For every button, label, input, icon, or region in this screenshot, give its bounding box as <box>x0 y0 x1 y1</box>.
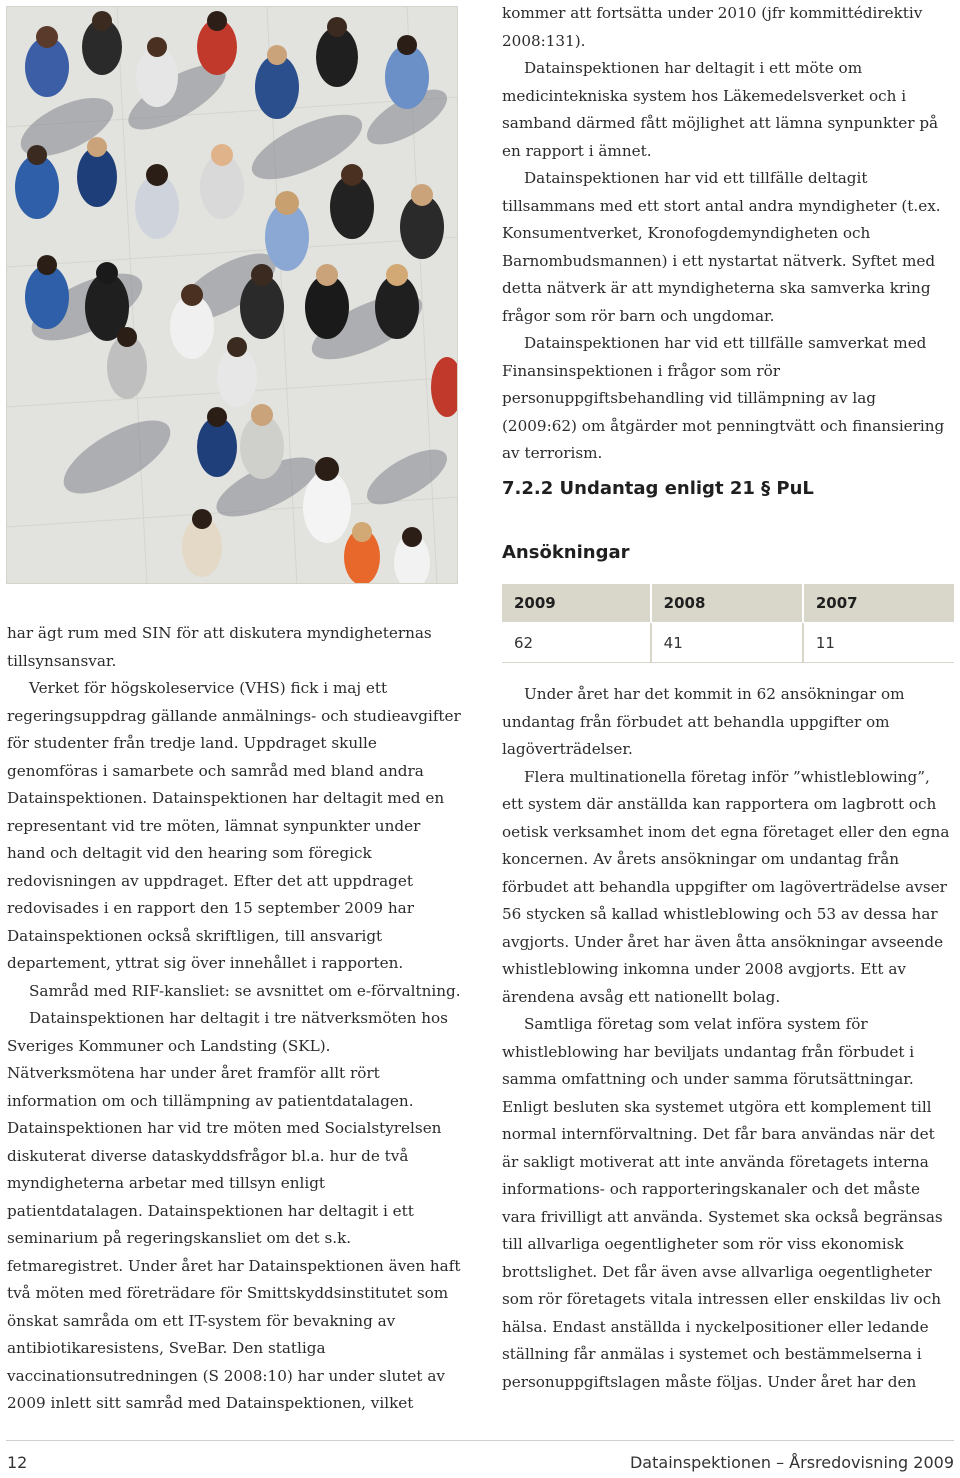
section-heading: 7.2.2 Undantag enligt 21 § PuL <box>502 478 814 499</box>
paragraph: kommer att fortsätta under 2010 (jfr kommittédirektiv 2008:131). <box>502 4 923 50</box>
publication-title: Datainspektionen – Årsredovisning 2009 <box>629 1453 954 1472</box>
paragraph: Under året har det kommit in 62 ansökningar om undantag från förbudet att behandla uppgifter om lagöverträdelser. <box>502 685 905 758</box>
table-cell: 11 <box>802 622 954 663</box>
right-column-bottom <box>502 681 954 1396</box>
table-cell: 62 <box>502 622 650 663</box>
right-column-top <box>502 0 954 468</box>
table-title: Ansökningar <box>502 542 630 563</box>
footer-divider <box>6 1440 954 1441</box>
paragraph: Datainspektionen har deltagit i tre nätverksmöten hos Sveriges Kommuner och Landsting (SKL). Nätverksmötena har under året framför allt rört information om och tillämpning av patientdatalagen. Datainspektionen har vid tre möten med Socialstyrelsen diskuterat diverse dataskyddsfrågor bl.a. hur de två myndigheterna arbetar med tillsyn enligt patientdatalagen. Datainspektionen har deltagit i ett seminarium på regeringskansliet om det s.k. fetmaregistret. Under året har Datainspektionen även haft två möten med företrädare för Smittskyddsinstitutet som önskat samråda om ett IT-system för bevakning av antibiotikaresistens, SveBar. Den statliga vaccinationsutredningen (S 2008:10) har under slutet av 2009 inlett sitt samråd med Datainspektionen, vilket <box>7 1009 461 1412</box>
paragraph: Verket för högskoleservice (VHS) fick i maj ett regeringsuppdrag gällande anmälnings- och studieavgifter för studenter från tredje land. Uppdraget skulle genomföras i samarbete och samråd med bland andra Datainspektionen. Datainspektionen har deltagit med en representant vid tre möten, lämnat synpunkter under hand och deltagit vid den hearing som föregick redovisningen av uppdraget. Efter det att uppdraget redovisades i en rapport den 15 september 2009 har Datainspektionen också skriftligen, till ansvarigt departement, yttrat sig över innehållet i rapporten. <box>7 679 461 972</box>
table-header-cell: 2007 <box>802 584 954 622</box>
crowd-photo-icon <box>7 7 458 584</box>
left-column <box>7 620 462 1418</box>
paragraph: har ägt rum med SIN för att diskutera myndigheternas tillsynsansvar. <box>7 624 432 670</box>
table-header-cell: 2008 <box>650 584 802 622</box>
paragraph: Datainspektionen har vid ett tillfälle samverkat med Finansinspektionen i frågor som rör personuppgiftsbehandling vid tillämpning av lag (2009:62) om åtgärder mot penningtvätt och finansiering av terrorism. <box>502 334 945 462</box>
page-number: 12 <box>7 1453 28 1472</box>
paragraph: Samtliga företag som velat införa system för whistleblowing har beviljats undantag från förbudet i samma omfattning och under samma förutsättningar. Enligt besluten ska systemet utgöra ett komplement till normal internförvaltning. Det får bara användas när det är sakligt motiverat att inte använda företagets interna informations- och rapporteringskanaler och det måste vara frivilligt att använda. Systemet ska också begränsas till allvarliga oegentligheter som rör viss ekonomisk brottslighet. Det får även avse allvarliga oegentligheter som rör företagets vitala intressen eller enskildas liv och hälsa. Endast anställda i nyckelpositioner eller ledande ställning får anmälas i systemet och bestämmelserna i personuppgiftslagen måste följas. Under året har den <box>502 1015 943 1391</box>
applications-table <box>502 584 954 663</box>
paragraph: Datainspektionen har deltagit i ett möte om medicintekniska system hos Läkemedelsverket och i samband därmed fått möjlighet att lämna synpunkter på en rapport i ämnet. <box>502 59 939 160</box>
table-row <box>502 622 954 663</box>
table-header-cell: 2009 <box>502 584 650 622</box>
paragraph: Datainspektionen har vid ett tillfälle deltagit tillsammans med ett stort antal andra myndigheter (t.ex. Konsumentverket, Kronofogdemyndigheten och Barnombudsmannen) i ett nystartat nätverk. Syftet med detta nätverk är att myndigheterna ska samverka kring frågor som rör barn och ungdomar. <box>502 169 941 325</box>
paragraph: Samråd med RIF-kansliet: se avsnittet om e-förvaltning. <box>29 981 461 1000</box>
table-header-row <box>502 584 954 622</box>
table-cell: 41 <box>650 622 802 663</box>
paragraph: Flera multinationella företag inför ”whistleblowing”, ett system där anställda kan rapportera om lagbrott och oetisk verksamhet inom det egna företaget eller den egna koncernen. Av årets ansökningar om undantag från förbudet att behandla uppgifter om lagöverträdelse avser 56 stycken så kallad whistleblowing och 53 av dessa har avgjorts. Under året har även åtta ansökningar avseende whistleblowing inkomna under 2008 avgjorts. Ett av ärendena avsåg ett nationellt bolag. <box>502 767 950 1006</box>
crowd-photo <box>6 6 458 584</box>
